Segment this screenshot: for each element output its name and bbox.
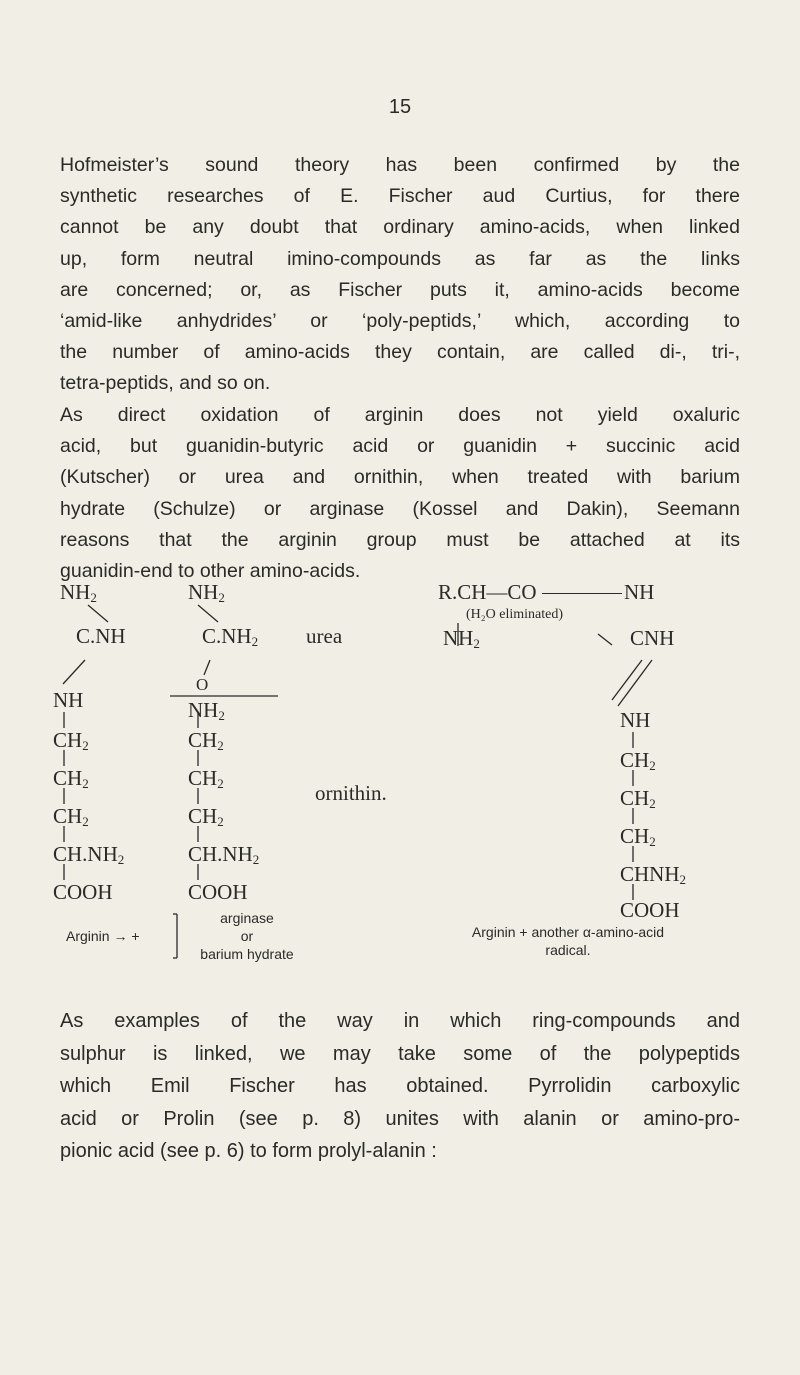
col3-ch2-1 xyxy=(620,750,656,772)
text-line: acid or Prolin (see p. 8) unites with alanin or amino-pro- xyxy=(60,1107,740,1130)
text-line: ‘amid-like anhydrides’ or ‘poly-peptids,’ which, according to xyxy=(60,310,740,333)
subscript: 2 xyxy=(90,590,97,605)
caption-text: radical. xyxy=(545,942,591,958)
caption-arginase xyxy=(182,909,312,963)
subscript: 2 xyxy=(117,852,125,867)
col1-ch2-1 xyxy=(53,730,89,752)
col2-nh2-top xyxy=(188,582,225,604)
text-line: synthetic researches of E. Fischer aud Curtius, for there xyxy=(60,185,740,208)
col1-ch2-3 xyxy=(53,806,89,828)
formula-text: CH xyxy=(188,728,218,752)
subscript: 2 xyxy=(217,814,224,829)
col2-ch2-2 xyxy=(188,768,224,790)
col1-c-nh: C.NH xyxy=(76,624,126,648)
urea-label: urea xyxy=(306,624,343,648)
caption-text: Arginin + another α-amino-acid xyxy=(471,924,665,940)
text-line: guanidin-end to other amino-acids. xyxy=(60,560,361,583)
col1-ch2-2 xyxy=(53,768,89,790)
water-eliminated-note: (H₂O eliminated) xyxy=(466,607,564,622)
peptide-bond-line xyxy=(542,593,622,594)
subscript: 2 xyxy=(218,708,225,723)
page-number: 15 xyxy=(388,96,412,118)
subscript: 2 xyxy=(82,738,89,753)
text-line: Hofmeister’s sound theory has been confirmed by the xyxy=(60,154,740,176)
col2-ch-nh2 xyxy=(188,844,259,866)
formula-text: NH xyxy=(188,580,219,604)
subscript: 2 xyxy=(649,796,656,811)
formula-text: CH xyxy=(53,804,83,828)
subscript: 2 xyxy=(473,636,480,651)
caption-text: + xyxy=(131,928,140,944)
col3-nh2-left xyxy=(443,628,480,650)
subscript: 2 xyxy=(649,758,656,773)
text-line: As direct oxidation of arginin does not yield oxaluric xyxy=(60,404,740,426)
formula-text: CH xyxy=(53,766,83,790)
text-line: up, form neutral imino-compounds as far as the links xyxy=(60,247,740,270)
text-line: pionic acid (see p. 6) to form prolyl-alanin : xyxy=(60,1140,437,1162)
text-line: sulphur is linked, we may take some of the polypeptids xyxy=(60,1042,740,1065)
subscript: 2 xyxy=(217,738,224,753)
col2-nh2 xyxy=(188,700,225,722)
caption-text: or xyxy=(240,928,254,944)
ornithin-label: ornithin. xyxy=(315,781,387,805)
caption-text: barium hydrate xyxy=(200,946,294,962)
formula-text: CH xyxy=(620,786,650,810)
subscript: 2 xyxy=(252,852,260,867)
caption-text: arginase xyxy=(220,910,274,926)
col1-ch-nh2 xyxy=(53,844,124,866)
subscript: 2 xyxy=(251,634,259,649)
subscript: 2 xyxy=(82,776,89,791)
col2-ch2-1 xyxy=(188,730,224,752)
subscript: 2 xyxy=(82,814,89,829)
paragraph-ring-compounds xyxy=(60,1005,740,1168)
text-line: reasons that the arginin group must be attached at its xyxy=(60,528,740,551)
formula-text: CH.NH xyxy=(188,842,253,866)
subscript: 2 xyxy=(217,776,224,791)
arrow-icon: → xyxy=(113,928,128,944)
col1-nh: NH xyxy=(53,688,84,712)
caption-right xyxy=(438,923,698,959)
caption-arginin xyxy=(66,927,140,945)
text-line: tetra-peptids, and so on. xyxy=(60,372,271,395)
col2-c-nh2 xyxy=(202,626,258,648)
text-line: acid, but guanidin-butyric acid or guanidin + succinic acid xyxy=(60,435,740,458)
col2-cooh: COOH xyxy=(188,880,248,904)
col1-cooh: COOH xyxy=(53,880,113,904)
text-line: are concerned; or, as Fischer puts it, amino-acids become xyxy=(60,278,740,301)
formula-text: CHNH xyxy=(620,862,680,886)
col3-ch2-2 xyxy=(620,788,656,810)
formula-text: CH.NH xyxy=(53,842,118,866)
subscript: 2 xyxy=(679,872,687,887)
col3-cnh: CNH xyxy=(630,626,675,650)
text-line: As examples of the way in which ring-compounds and xyxy=(60,1010,740,1032)
text-line: (Kutscher) or urea and ornithin, when treated with barium xyxy=(60,466,740,489)
formula-text: C.NH xyxy=(202,624,252,648)
text-line: the number of amino-acids they contain, are called di-, tri-, xyxy=(60,341,740,364)
formula-text: CH xyxy=(188,804,218,828)
col3-r-ch-co: R.CH—CO xyxy=(438,580,537,604)
formula-text: CH xyxy=(620,824,650,848)
col3-nh-right: NH xyxy=(624,580,655,604)
formula-text: NH xyxy=(188,698,219,722)
formula-text: NH xyxy=(60,580,91,604)
col3-cooh: COOH xyxy=(620,898,680,922)
caption-text: Arginin xyxy=(66,928,110,944)
text-line: cannot be any doubt that ordinary amino-acids, when linked xyxy=(60,216,740,239)
col3-ch2-3 xyxy=(620,826,656,848)
col1-nh2-top xyxy=(60,582,97,604)
formula-text: NH xyxy=(443,626,474,650)
col2-o: O xyxy=(196,675,209,694)
text-line: which Emil Fischer has obtained. Pyrrolidin carboxylic xyxy=(60,1075,740,1097)
subscript: 2 xyxy=(649,834,656,849)
col3-nh: NH xyxy=(620,708,651,732)
formula-text: CH xyxy=(53,728,83,752)
subscript: 2 xyxy=(218,590,225,605)
paragraph-arginin xyxy=(60,400,740,587)
col2-ch2-3 xyxy=(188,806,224,828)
formula-text: CH xyxy=(188,766,218,790)
text-line: hydrate (Schulze) or arginase (Kossel and Dakin), Seemann xyxy=(60,497,740,520)
col3-chnh2 xyxy=(620,864,686,886)
paragraph-hofmeister xyxy=(60,150,740,400)
formula-text: CH xyxy=(620,748,650,772)
